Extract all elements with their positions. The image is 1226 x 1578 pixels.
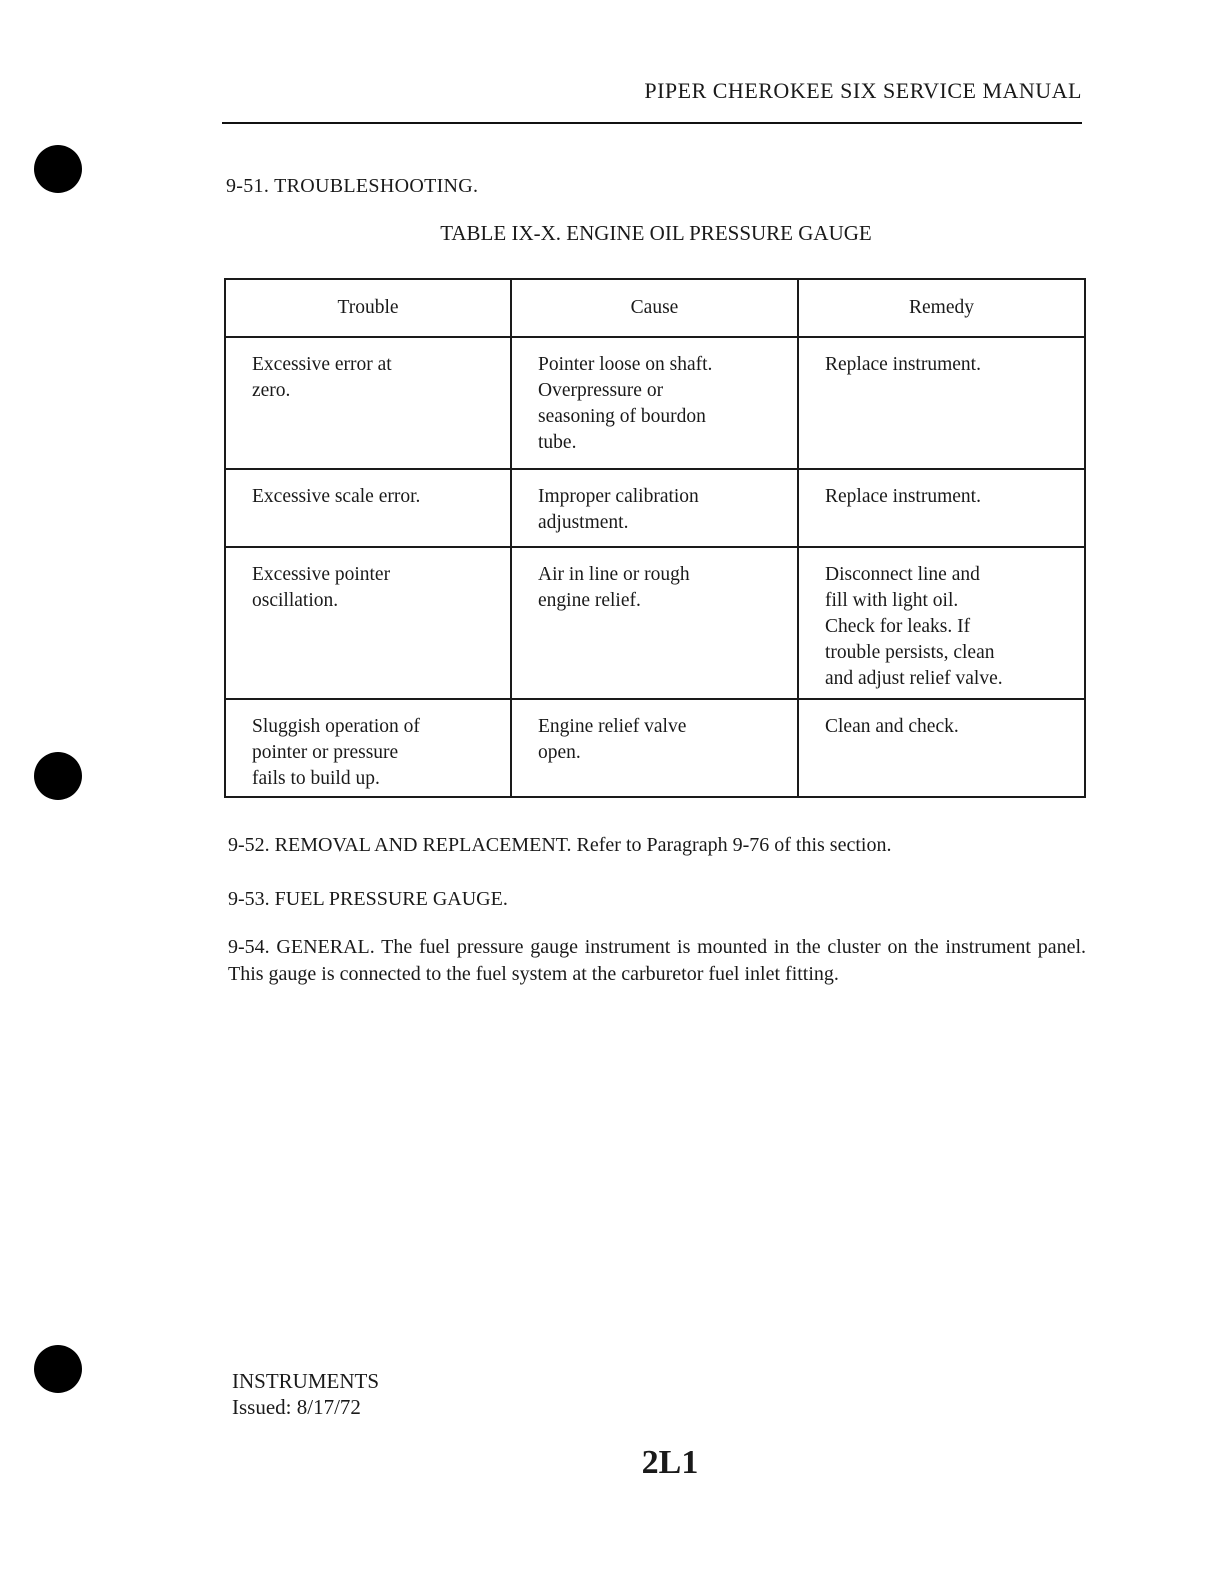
cause-cell — [511, 469, 798, 547]
cell-line: oscillation. — [252, 590, 339, 611]
table-row — [225, 469, 1085, 547]
cell-line: Disconnect line and — [825, 564, 980, 585]
column-header-trouble: Trouble — [225, 279, 511, 337]
cell-line: Pointer loose on shaft. — [538, 354, 713, 375]
trouble-cell — [225, 469, 511, 547]
cell-line: Excessive pointer — [252, 564, 391, 585]
cell-line: Engine relief valve — [538, 716, 687, 737]
cell-line: Improper calibration — [538, 486, 699, 507]
trouble-cell — [225, 337, 511, 469]
header-rule — [222, 122, 1082, 124]
cell-line: Replace instrument. — [825, 354, 981, 375]
removal-paragraph: 9-52. REMOVAL AND REPLACEMENT. Refer to Paragraph 9-76 of this section. — [228, 834, 892, 856]
table-row — [225, 547, 1085, 699]
fuel-gauge-heading: 9-53. FUEL PRESSURE GAUGE. — [228, 888, 508, 910]
table-row — [225, 337, 1085, 469]
footer-issued-date: Issued: 8/17/72 — [232, 1395, 361, 1419]
cell-line: fails to build up. — [252, 768, 380, 789]
column-header-remedy: Remedy — [798, 279, 1085, 337]
cell-line: Check for leaks. If — [825, 616, 971, 637]
table-title: TABLE IX-X. ENGINE OIL PRESSURE GAUGE — [440, 221, 872, 245]
cell-line: Clean and check. — [825, 716, 959, 737]
binder-hole-top — [34, 145, 82, 193]
cell-line: Air in line or rough — [538, 564, 690, 585]
remedy-cell — [798, 699, 1085, 797]
trouble-cell — [225, 699, 511, 797]
cell-line: and adjust relief valve. — [825, 668, 1003, 689]
table-row — [225, 699, 1085, 797]
troubleshooting-heading: 9-51. TROUBLESHOOTING. — [226, 175, 479, 197]
cause-cell — [511, 337, 798, 469]
cell-line: engine relief. — [538, 590, 641, 611]
cause-cell — [511, 547, 798, 699]
cell-line: Replace instrument. — [825, 486, 981, 507]
troubleshooting-table — [224, 278, 1086, 798]
remedy-cell — [798, 337, 1085, 469]
table-header-row — [225, 279, 1085, 337]
general-paragraph: 9-54. GENERAL. The fuel pressure gauge instrument is mounted in the cluster on the instrument panel. This gauge is connected to the fuel system at the carburetor fuel inlet fitting. — [228, 936, 1086, 985]
remedy-cell — [798, 547, 1085, 699]
cell-line: pointer or pressure — [252, 742, 399, 763]
column-header-cause: Cause — [511, 279, 798, 337]
binder-hole-middle — [34, 752, 82, 800]
cell-line: Sluggish operation of — [252, 716, 420, 737]
cell-line: seasoning of bourdon — [538, 406, 706, 427]
cause-cell — [511, 699, 798, 797]
cell-line: Overpressure or — [538, 380, 664, 401]
remedy-cell — [798, 469, 1085, 547]
cell-line: open. — [538, 742, 581, 763]
page-number: 2L1 — [641, 1444, 699, 1481]
cell-line: tube. — [538, 432, 577, 453]
cell-line: zero. — [252, 380, 291, 401]
cell-line: Excessive scale error. — [252, 486, 421, 507]
manual-title: PIPER CHEROKEE SIX SERVICE MANUAL — [644, 78, 1082, 103]
footer-chapter: INSTRUMENTS — [232, 1369, 380, 1393]
cell-line: adjustment. — [538, 512, 629, 533]
cell-line: Excessive error at — [252, 354, 392, 375]
cell-line: fill with light oil. — [825, 590, 959, 611]
footer-info — [232, 1368, 379, 1420]
cell-line: trouble persists, clean — [825, 642, 995, 663]
trouble-cell — [225, 547, 511, 699]
binder-hole-bottom — [34, 1345, 82, 1393]
